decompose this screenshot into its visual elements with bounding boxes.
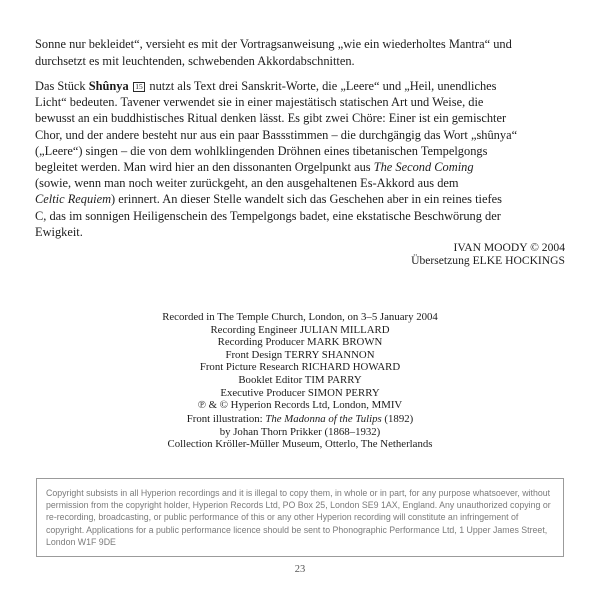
- credit-line: [0, 374, 600, 387]
- text-run: Celtic Requiem: [35, 192, 112, 207]
- illustration-credit-line: [0, 413, 600, 426]
- text-run: by Johan Thorn Prikker (1868–1932): [219, 425, 381, 438]
- text-run: begleitet werden. Man wird hier an den dissonanten Orgelpunkt aus: [35, 160, 374, 175]
- credit-line: [0, 361, 600, 374]
- body-text-line: [35, 175, 517, 191]
- paragraph-continuation-text: [35, 36, 512, 69]
- text-run: Licht“ bedeuten. Tavener verwendet sie in einer majestätisch statischen Art und Weise, die: [35, 95, 484, 110]
- credit-line: [0, 311, 600, 324]
- text-run: Front illustration:: [186, 413, 266, 425]
- text-run: The Second Coming: [373, 160, 474, 175]
- body-text-line: [35, 224, 517, 240]
- text-run: Recording Producer MARK BROWN: [217, 336, 383, 349]
- text-run: Front Picture Research RICHARD HOWARD: [199, 361, 401, 374]
- text-run: The Madonna of the Tulips: [265, 413, 382, 425]
- text-run: Chor, und der andere besteht nur aus ein paar Bassstimmen – die durchgängig das Wort „shûnya“: [35, 127, 518, 142]
- recording-credits: [0, 311, 600, 412]
- text-run: C, das im sonnigen Heiligenschein des Tempelgongs badet, eine ekstatische Beschwörung der: [35, 208, 501, 223]
- credit-line: [0, 387, 600, 400]
- text-run: ℗ & © Hyperion Records Ltd, London, MMIV: [197, 399, 403, 412]
- text-run: Front Design TERRY SHANNON: [225, 348, 375, 361]
- text-run: Recorded in The Temple Church, London, on 3–5 January 2004: [162, 311, 438, 323]
- text-run: [129, 79, 132, 93]
- body-text-line: [35, 208, 517, 224]
- text-run: nutzt als Text drei Sanskrit-Worte, die „Leere“ und „Heil, unendliches: [146, 79, 497, 93]
- body-text-line: [35, 127, 517, 143]
- author-credit: IVAN MOODY © 2004: [453, 241, 565, 254]
- credit-line: [0, 324, 600, 337]
- text-run: („Leere“) singen – die von dem wohlklingenden Dröhnen eines tibetanischen Tempelgongs: [35, 143, 488, 158]
- text-run: (sowie, wenn man noch weiter zurückgeht, an den ausgehaltenen Es-Akkord aus dem: [35, 176, 459, 191]
- byline: [411, 241, 565, 267]
- illustration-credit-line: [0, 426, 600, 439]
- text-run: Recording Engineer JULIAN MILLARD: [210, 323, 390, 336]
- page-number: 23: [294, 564, 306, 575]
- text-run: Booklet Editor TIM PARRY: [238, 373, 362, 386]
- text-run: bewusst an ein buddhistisches Ritual denken lässt. Es gibt zwei Chöre: Einer ist ein gemischter: [35, 111, 507, 126]
- text-run: Executive Producer SIMON PERRY: [220, 386, 380, 399]
- text-run: Das Stück: [35, 79, 89, 93]
- body-text-line: [35, 110, 517, 126]
- copyright-notice-box: [36, 478, 564, 557]
- body-text-line: [35, 94, 517, 110]
- text-run: Ewigkeit.: [35, 224, 83, 239]
- body-text-line: [35, 191, 517, 207]
- text-run: Collection Kröller-Müller Museum, Otterlo, The Netherlands: [167, 438, 433, 451]
- credit-line: [0, 399, 600, 412]
- translator-credit: Übersetzung ELKE HOCKINGS: [411, 254, 565, 268]
- illustration-credits: [0, 413, 600, 451]
- paragraph-shunya-text: [35, 78, 517, 240]
- track-number-box: 15: [133, 82, 146, 93]
- copyright-notice-text: Copyright subsists in all Hyperion recordings and it is illegal to copy them, in whole or in part, for any purpose whatsoever, without permission from the copyright holder, Hyperion Records Ltd, PO Box 25, London SE9 1AX, England. Any unauthorized copying or re-recording, broadcasting, or public performance of this or any other Hyperion recording will constitute an infringement of copyright. Applications for a public performance licence should be sent to Phonographic Performance Ltd, 1 Upper James Street, London W1F 9DE: [46, 488, 551, 547]
- text-run: (1892): [381, 413, 414, 425]
- illustration-credit-line: [0, 438, 600, 451]
- text-run: ) erinnert. An dieser Stelle wandelt sich das Geschehen aber in ein reines tiefes: [111, 192, 502, 207]
- body-text-line: [35, 143, 517, 159]
- body-text-line: [35, 36, 512, 53]
- credit-line: [0, 349, 600, 362]
- body-text-line: [35, 53, 512, 70]
- body-text-line: [35, 159, 517, 175]
- body-text-line: [35, 78, 517, 94]
- credit-line: [0, 336, 600, 349]
- text-run: Shûnya: [88, 79, 129, 93]
- text-run: Sonne nur bekleidet“, versieht es mit der Vortragsanweisung „wie ein wiederholtes Mantra“ und: [35, 37, 512, 51]
- text-run: durchsetzt es mit leuchtenden, schwebenden Akkordabschnitten.: [35, 53, 355, 68]
